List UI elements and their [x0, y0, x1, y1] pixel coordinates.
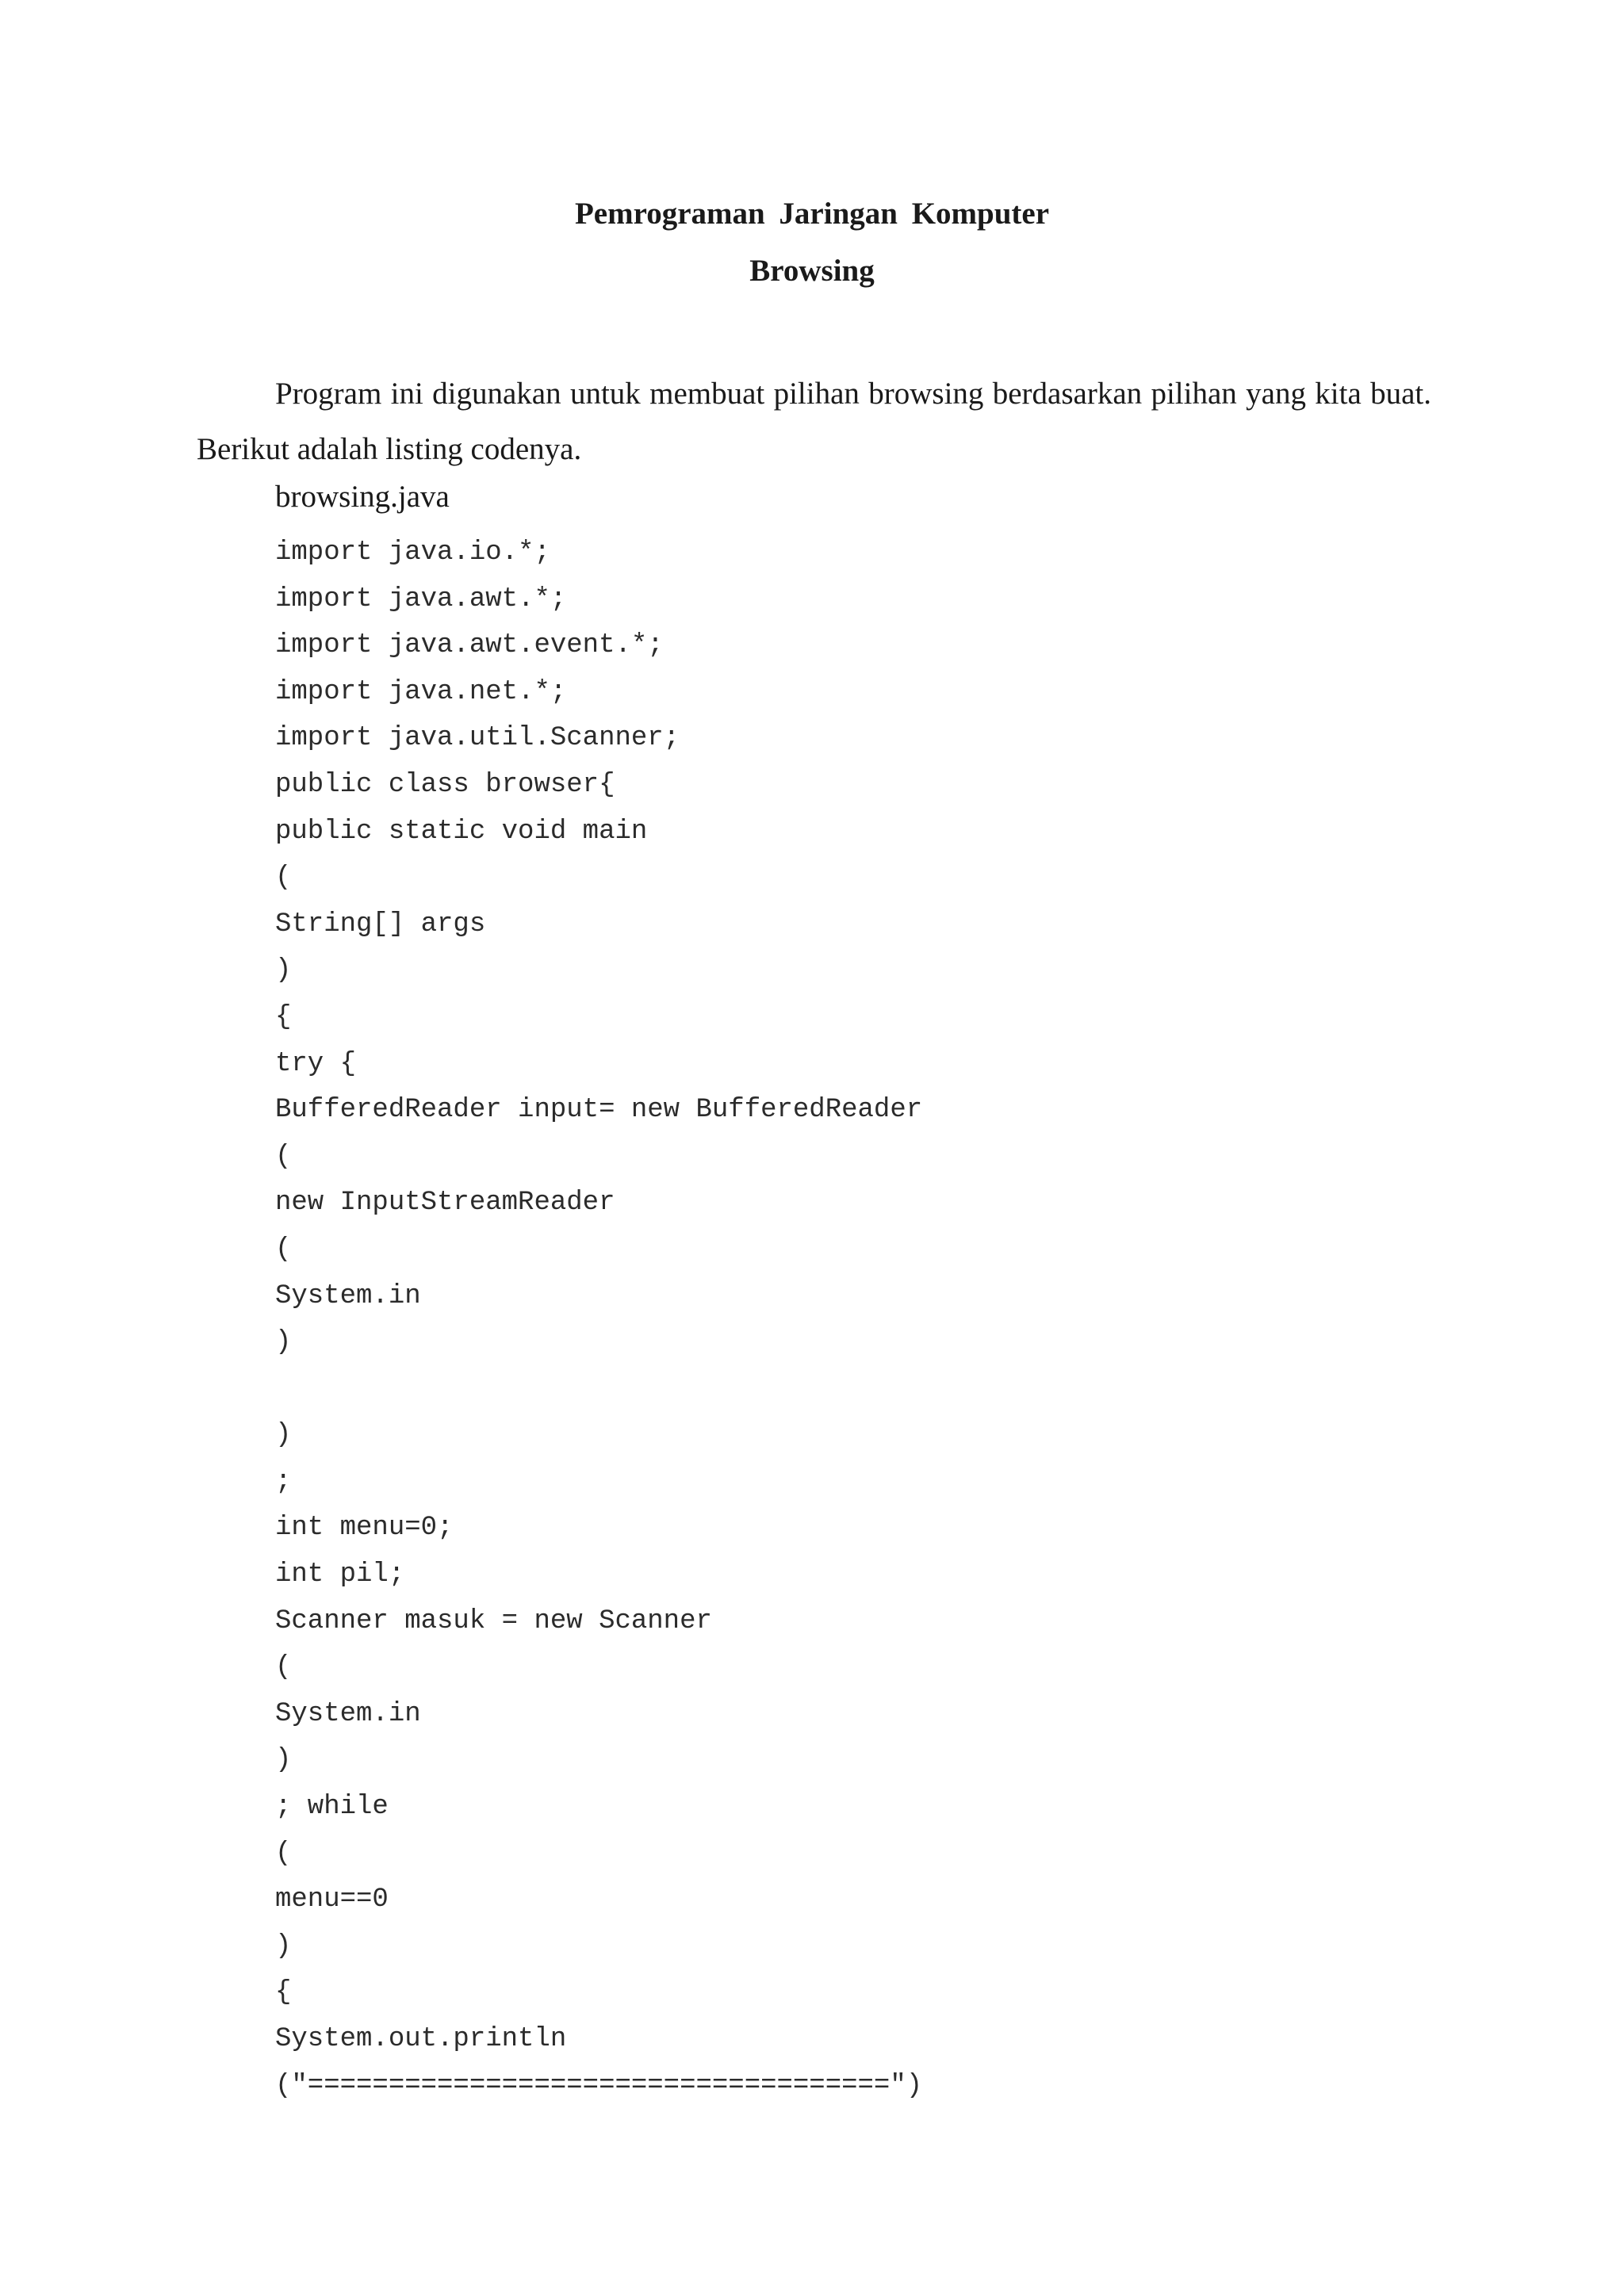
code-line: ; — [275, 1466, 292, 1497]
code-line: menu==0 — [275, 1885, 389, 1915]
code-line: ) — [275, 1745, 292, 1776]
code-line: ) — [275, 955, 292, 986]
code-line: ( — [275, 1141, 292, 1172]
code-line: String[] args — [275, 909, 486, 939]
code-line: ( — [275, 1838, 292, 1869]
code-line: ) — [275, 1327, 292, 1358]
code-listing — [275, 530, 922, 2109]
code-line: ( — [275, 1234, 292, 1265]
code-line: System.in — [275, 1280, 421, 1311]
document-subtitle: Browsing — [749, 254, 875, 288]
document-title: Pemrograman Jaringan Komputer — [574, 197, 1050, 231]
code-line: int menu=0; — [275, 1513, 454, 1544]
code-line: System.in — [275, 1698, 421, 1729]
code-line: import java.net.*; — [275, 676, 567, 707]
code-line: ( — [275, 863, 292, 894]
code-line: { — [275, 1977, 292, 2008]
code-line: import java.awt.event.*; — [275, 630, 664, 661]
code-line: new InputStreamReader — [275, 1188, 615, 1219]
code-line: Scanner masuk = new Scanner — [275, 1605, 712, 1636]
code-line: ( — [275, 1652, 292, 1683]
code-filename: browsing.java — [275, 480, 450, 514]
intro-paragraph: Program ini digunakan untuk membuat pilihan browsing berdasarkan pilihan yang kita buat. Berikut adalah listing codenya. — [197, 377, 1431, 466]
code-line: ("====================================") — [275, 2070, 923, 2101]
code-line: System.out.println — [275, 2024, 567, 2054]
code-line: { — [275, 1001, 292, 1032]
code-line: import java.util.Scanner; — [275, 723, 680, 754]
code-line: try { — [275, 1048, 357, 1079]
code-line: ; while — [275, 1792, 389, 1823]
code-line: ) — [275, 1420, 292, 1451]
code-line: public class browser{ — [275, 769, 615, 800]
code-line: int pil; — [275, 1559, 405, 1590]
code-line: public static void main — [275, 816, 648, 847]
code-line: ) — [275, 1931, 292, 1961]
code-line — [275, 1366, 922, 1413]
code-line: import java.io.*; — [275, 538, 550, 568]
code-line: import java.awt.*; — [275, 584, 567, 614]
code-line: BufferedReader input= new BufferedReader — [275, 1095, 923, 1126]
